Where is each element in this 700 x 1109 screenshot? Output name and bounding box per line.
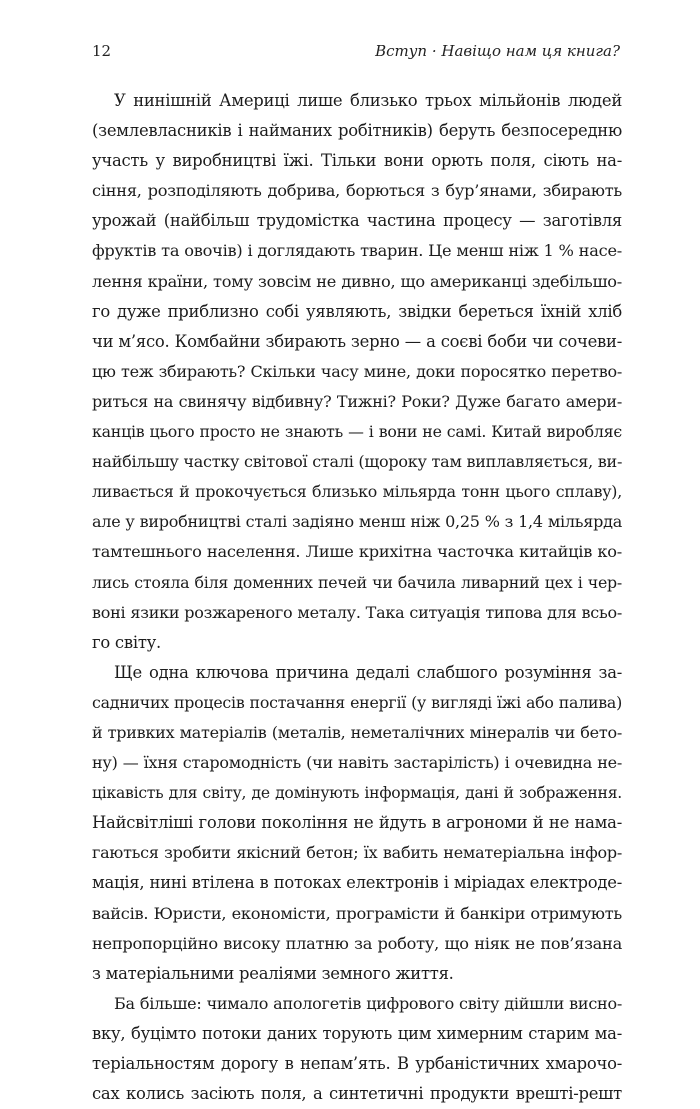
paragraph-2 bbox=[92, 658, 622, 989]
text-line: Ба більше: чимало апологетів цифрового світу дійшли висно- bbox=[114, 993, 622, 1013]
text-line: сіння, розподіляють добрива, борються з бур’янами, збирають bbox=[92, 181, 622, 201]
body-text bbox=[92, 86, 622, 1109]
page-number: 12 bbox=[92, 42, 112, 60]
text-line: непропорційно високу платню за роботу, що ніяк не пов’язана bbox=[92, 933, 622, 953]
text-line: але у виробництві сталі задіяно менш ніж 0,25 % з 1,4 мільярда bbox=[92, 512, 622, 532]
text-line: ливається й прокочується близько мільярда тонн цього сплаву), bbox=[92, 482, 622, 502]
paragraph-1 bbox=[92, 86, 622, 658]
text-line: Ще одна ключова причина дедалі слабшого розуміння за- bbox=[114, 662, 622, 682]
text-line: урожай (найбільш трудомістка частина процесу — заготівля bbox=[92, 211, 622, 231]
text-line: садничих процесів постачання енергії (у вигляді їжі або палива) bbox=[92, 692, 622, 712]
text-line: го дуже приблизно собі уявляють, звідки береться їхній хліб bbox=[92, 301, 622, 321]
text-line: участь у виробництві їжі. Тільки вони орють поля, сіють на- bbox=[92, 151, 622, 171]
text-line: тамтешнього населення. Лише крихітна часточка китайців ко- bbox=[92, 542, 622, 562]
text-line: цю теж збирають? Скільки часу мине, доки поросятко перетво- bbox=[92, 361, 622, 381]
text-line: воні язики розжареного металу. Така ситуація типова для всьо- bbox=[92, 602, 622, 622]
text-line: риться на свинячу відбивну? Тижні? Роки? Дуже багато амери- bbox=[92, 391, 622, 411]
text-line: фруктів та овочів) і доглядають тварин. Це менш ніж 1 % насе- bbox=[92, 241, 622, 261]
text-line: найбільшу частку світової сталі (щороку там виплавляється, ви- bbox=[92, 452, 623, 472]
text-line: канців цього просто не знають — і вони не самі. Китай виробляє bbox=[92, 422, 622, 442]
text-line: мація, нині втілена в потоках електронів і міріадах електроде- bbox=[92, 873, 622, 893]
text-line: гаються зробити якісний бетон; їх вабить нематеріальна інфор- bbox=[92, 843, 622, 863]
text-line: У нинішній Америці лише близько трьох мільйонів людей bbox=[114, 91, 622, 110]
text-line: сах колись засіють поля, а синтетичні продукти врешті-решт bbox=[92, 1084, 622, 1104]
text-line: лення країни, тому зовсім не дивно, що американці здебільшо- bbox=[92, 271, 622, 291]
text-line: го світу. bbox=[92, 632, 161, 652]
text-line: вку, буцімто потоки даних торують цим химерним старим ма- bbox=[92, 1023, 622, 1043]
text-line: (землевласників і найманих робітників) беруть безпосередню bbox=[92, 121, 622, 141]
text-line: Найсвітліші голови покоління не йдуть в агрономи й не нама- bbox=[92, 813, 622, 833]
paragraph-3 bbox=[92, 989, 622, 1109]
text-line: з матеріальними реаліями земного життя. bbox=[92, 963, 454, 983]
text-line: вайсів. Юристи, економісти, програмісти й банкіри отримують bbox=[92, 903, 622, 923]
text-line: чи м’ясо. Комбайни збирають зерно — а соєві боби чи сочеви- bbox=[92, 331, 622, 351]
text-line: теріальностям дорогу в непам’ять. В урбаністичних хмарочо- bbox=[92, 1054, 622, 1073]
running-title: Вступ · Навіщо нам ця книга? bbox=[375, 42, 620, 60]
running-header bbox=[92, 42, 620, 70]
text-line: ну) — їхня старомодність (чи навіть застарілість) і очевидна не- bbox=[92, 753, 622, 773]
text-line: й тривких матеріалів (металів, неметалічних мінералів чи бето- bbox=[92, 722, 622, 742]
text-line: цікавість для світу, де домінують інформація, дані й зображення. bbox=[92, 784, 622, 803]
text-line: лись стояла біля доменних печей чи бачила ливарний цех і чер- bbox=[92, 572, 622, 592]
